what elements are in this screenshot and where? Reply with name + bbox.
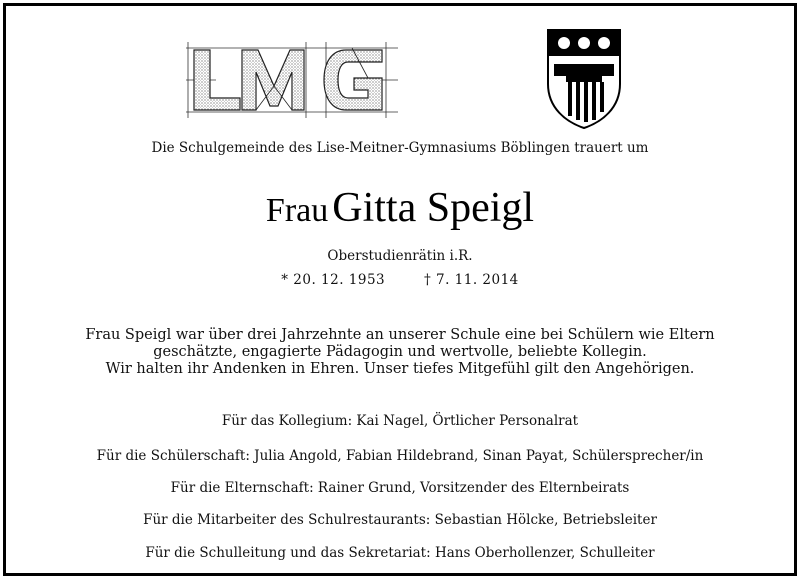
life-dates <box>6 272 794 288</box>
signature-line: Für die Mitarbeiter des Schulrestaurants: Sebastian Hölcke, Betriebsleiter <box>143 512 657 528</box>
deceased-name <box>6 184 794 232</box>
message-line: Wir halten ihr Andenken in Ehren. Unser tiefes Mitgefühl gilt den Angehörigen. <box>105 361 695 377</box>
birth-date: * 20. 12. 1953 <box>281 272 386 288</box>
intro-text: Die Schulgemeinde des Lise-Meitner-Gymnasiums Böblingen trauert um <box>151 140 649 156</box>
signature-line: Für die Elternschaft: Rainer Grund, Vorsitzender des Elternbeirats <box>170 480 630 496</box>
signature-line: Für die Schülerschaft: Julia Angold, Fabian Hildebrand, Sinan Payat, Schülersprecher/in <box>96 448 704 464</box>
academic-title: Oberstudienrätin i.R. <box>327 248 473 264</box>
obituary-frame <box>3 3 797 576</box>
signature-line: Für die Schulleitung und das Sekretariat: Hans Oberhollenzer, Schulleiter <box>145 545 655 561</box>
name-prefix: Frau <box>265 192 329 229</box>
message-line: Frau Speigl war über drei Jahrzehnte an unserer Schule eine bei Schülern wie Eltern <box>85 327 715 343</box>
lmg-school-logo <box>186 42 398 118</box>
death-date: † 7. 11. 2014 <box>423 272 519 288</box>
signature-line: Für das Kollegium: Kai Nagel, Örtlicher Personalrat <box>221 413 579 429</box>
coat-of-arms-icon <box>544 26 624 130</box>
memorial-message <box>6 327 794 378</box>
full-name: Gitta Speigl <box>332 185 535 231</box>
message-line: geschätzte, engagierte Pädagogin und wertvolle, beliebte Kollegin. <box>153 344 647 360</box>
